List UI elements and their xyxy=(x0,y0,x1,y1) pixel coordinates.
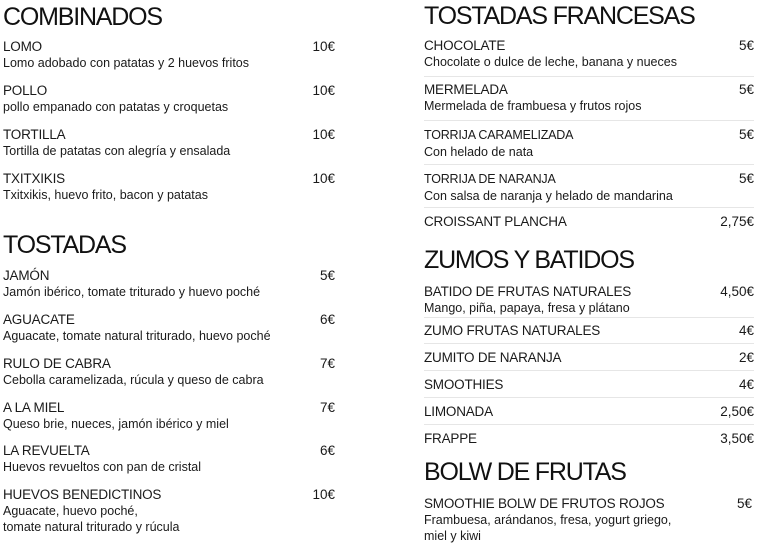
item-price: 5€ xyxy=(738,82,754,97)
item-price: 6€ xyxy=(319,312,335,327)
item-description: Huevos revueltos con pan de cristal xyxy=(3,460,202,474)
item-price: 5€ xyxy=(738,38,754,53)
item-price: 10€ xyxy=(312,171,335,186)
section-tostadas xyxy=(3,230,335,260)
item-name: ZUMITO DE NARANJA xyxy=(424,350,562,365)
item-name: SMOOTHIES xyxy=(424,377,504,392)
menu-item xyxy=(3,267,335,300)
item-description: pollo empanado con patatas y croquetas xyxy=(3,100,229,114)
item-price: 10€ xyxy=(312,487,335,502)
menu-item xyxy=(3,82,335,115)
item-description: Con helado de nata xyxy=(424,145,534,159)
item-name: HUEVOS BENEDICTINOS xyxy=(3,487,162,502)
item-description: Queso brie, nueces, jamón ibérico y miel xyxy=(3,417,229,431)
item-name: POLLO xyxy=(3,83,48,98)
item-description: Chocolate o dulce de leche, banana y nueces xyxy=(424,55,677,69)
menu-item xyxy=(424,349,754,366)
item-price: 6€ xyxy=(319,443,335,458)
section-bolw-de-frutas xyxy=(424,457,754,487)
item-price: 2€ xyxy=(738,350,754,365)
item-name: A LA MIEL xyxy=(3,400,65,415)
item-price: 5€ xyxy=(319,268,335,283)
item-price: 4,50€ xyxy=(720,284,754,299)
menu-item xyxy=(424,403,754,420)
item-name: BATIDO DE FRUTAS NATURALES xyxy=(424,284,632,299)
menu-item xyxy=(424,37,754,70)
section-title: TOSTADAS FRANCESAS xyxy=(424,2,695,30)
item-name: TXITXIKIS xyxy=(3,171,65,186)
menu-item xyxy=(3,486,335,535)
menu-item xyxy=(424,283,754,316)
item-description: Mango, piña, papaya, fresa y plátano xyxy=(424,301,630,315)
menu-item xyxy=(3,170,335,203)
item-description: Cebolla caramelizada, rúcula y queso de cabra xyxy=(3,373,264,387)
item-name: CROISSANT PLANCHA xyxy=(424,214,567,229)
item-description: Aguacate, huevo poché, xyxy=(3,504,138,518)
item-description: Frambuesa, arándanos, fresa, yogurt griego, xyxy=(424,513,672,527)
menu-item xyxy=(424,322,754,339)
menu-item xyxy=(424,495,754,544)
item-price: 5€ xyxy=(738,171,754,186)
item-price: 2,75€ xyxy=(720,214,754,229)
divider xyxy=(424,424,754,425)
item-price: 5€ xyxy=(736,496,752,511)
item-name: CHOCOLATE xyxy=(424,38,506,53)
section-title: COMBINADOS xyxy=(3,3,162,31)
item-name: SMOOTHIE BOLW DE FRUTOS ROJOS xyxy=(424,496,665,511)
item-price: 10€ xyxy=(312,127,335,142)
item-name: JAMÓN xyxy=(3,268,50,283)
item-name: RULO DE CABRA xyxy=(3,356,111,371)
menu-item xyxy=(424,213,754,230)
menu-item xyxy=(3,126,335,159)
menu-item xyxy=(424,81,754,114)
item-description: Con salsa de naranja y helado de mandarina xyxy=(424,189,673,203)
item-price: 4€ xyxy=(738,323,754,338)
item-name: TORRIJA DE NARANJA xyxy=(424,172,556,186)
divider xyxy=(424,317,754,318)
item-name: LIMONADA xyxy=(424,404,493,419)
menu-item xyxy=(3,38,335,71)
menu-item xyxy=(3,442,335,475)
section-title: TOSTADAS xyxy=(3,231,126,259)
item-name: FRAPPE xyxy=(424,431,477,446)
item-price: 2,50€ xyxy=(720,404,754,419)
item-description: tomate natural triturado y rúcula xyxy=(3,520,180,534)
item-name: AGUACATE xyxy=(3,312,75,327)
section-zumos-y-batidos xyxy=(424,245,754,275)
menu-item xyxy=(424,376,754,393)
section-title: BOLW DE FRUTAS xyxy=(424,458,626,486)
divider xyxy=(424,370,754,371)
divider xyxy=(424,76,754,77)
item-price: 10€ xyxy=(312,39,335,54)
section-combinados xyxy=(3,2,335,32)
item-price: 7€ xyxy=(319,356,335,371)
item-name: ZUMO FRUTAS NATURALES xyxy=(424,323,601,338)
menu-item xyxy=(3,355,335,388)
menu-item xyxy=(3,399,335,432)
item-price: 5€ xyxy=(738,127,754,142)
item-price: 3,50€ xyxy=(720,431,754,446)
item-name: LA REVUELTA xyxy=(3,443,90,458)
item-price: 10€ xyxy=(312,83,335,98)
item-name: TORTILLA xyxy=(3,127,66,142)
item-description: Lomo adobado con patatas y 2 huevos fritos xyxy=(3,56,249,70)
divider xyxy=(424,343,754,344)
section-title: ZUMOS Y BATIDOS xyxy=(424,246,634,274)
menu-item xyxy=(3,311,335,344)
item-name: TORRIJA CARAMELIZADA xyxy=(424,128,574,142)
item-name: LOMO xyxy=(3,39,42,54)
item-description: Tortilla de patatas con alegría y ensalada xyxy=(3,144,231,158)
item-description: Txitxikis, huevo frito, bacon y patatas xyxy=(3,188,208,202)
item-price: 4€ xyxy=(738,377,754,392)
item-description: Mermelada de frambuesa y frutos rojos xyxy=(424,99,642,113)
item-name: MERMELADA xyxy=(424,82,508,97)
divider xyxy=(424,397,754,398)
menu-item xyxy=(424,430,754,447)
menu-item xyxy=(424,170,754,204)
item-description: Aguacate, tomate natural triturado, huevo poché xyxy=(3,329,271,343)
item-description: miel y kiwi xyxy=(424,529,481,543)
item-price: 7€ xyxy=(319,400,335,415)
item-description: Jamón ibérico, tomate triturado y huevo poché xyxy=(3,285,261,299)
menu-item xyxy=(424,126,754,160)
divider xyxy=(424,207,754,208)
divider xyxy=(424,164,754,165)
section-tostadas-francesas xyxy=(424,1,754,31)
divider xyxy=(424,120,754,121)
